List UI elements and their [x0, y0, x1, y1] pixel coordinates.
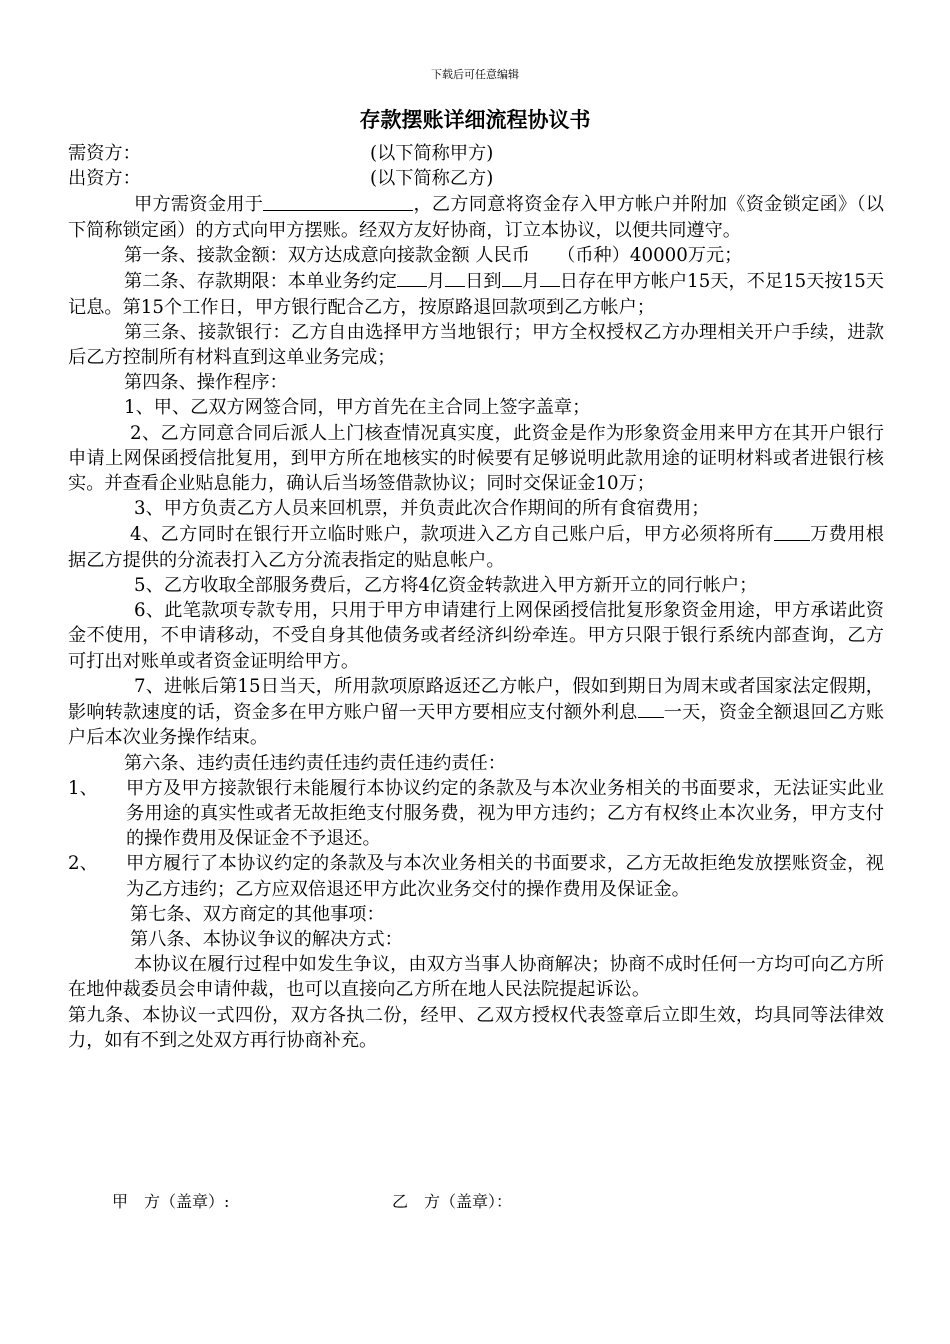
article-7: 第七条、双方商定的其他事项：	[130, 903, 385, 925]
article-2-text-c: 日到	[465, 271, 502, 293]
article-2-text-e: 日存在甲方帐户15天，不足15天按15天记息。第15个工作日，甲方银行配合乙方，按原路退回款项到乙方帐户；	[68, 271, 884, 318]
breach-item-text: 甲方履行了本协议约定的条款及与本次业务相关的书面要求，乙方无故拒绝发放摆账资金，视为乙方违约；乙方应双倍退还甲方此次业务交付的操作费用及保证金。	[126, 853, 884, 900]
step-4-text-b: 万费用根据乙方提供的分流表打入乙方分流表指定的贴息帐户。	[68, 524, 884, 571]
breach-item-number: 1、	[68, 777, 98, 799]
article-2-text-b: 月	[426, 271, 446, 293]
start-month-blank	[397, 268, 427, 287]
article-4-step-3: 3、甲方负责乙方人员来回机票，并负责此次合作期间的所有食宿费用；	[134, 498, 710, 520]
article-4-step-1: 1、甲、乙双方网签合同，甲方首先在主合同上签字盖章；	[124, 397, 591, 419]
breach-item-1	[68, 776, 884, 852]
fee-amount-blank	[774, 521, 810, 540]
intro-text-a: 甲方需资金用于	[134, 194, 264, 216]
start-day-blank	[445, 268, 465, 287]
article-2-text-d: 月	[521, 271, 540, 293]
interest-blank	[638, 699, 664, 718]
demand-party-alias: (以下简称甲方)	[370, 143, 494, 164]
step-7-text-a: 7、进帐后第15日当天，所用款项原路返还乙方帐户，假如到期日为周末或者国家法定假期，影响转款速度的话，资金多在甲方账户留一天甲方要相应支付额外利息	[68, 675, 884, 724]
article-8: 第八条、本协议争议的解决方式：	[130, 929, 403, 951]
page-title: 存款摆账详细流程协议书	[359, 107, 591, 132]
end-day-blank	[540, 268, 560, 287]
signature-row	[112, 1189, 812, 1212]
article-4-step-7	[68, 674, 884, 751]
article-1: 第一条、接款金额：双方达成意向接款金额 人民币 （币种）40000万元；	[124, 245, 743, 266]
supply-party-alias: (以下简称乙方)	[370, 168, 494, 190]
agreement-body	[68, 141, 884, 1053]
article-4-step-5: 5、乙方收取全部服务费后，乙方将4亿资金转款进入甲方新开立的同行帐户；	[134, 575, 758, 597]
supply-party-label: 出资方：	[68, 168, 141, 190]
intro-text-b: ，乙方同意将资金存入甲方帐户并附加《资金锁定函》（以下简称锁定函）的方式向甲方摆账。经双方友好协商，订立本协议，以便共同遵守。	[68, 194, 884, 241]
party-a-seal: 甲 方（盖章）:	[112, 1192, 230, 1211]
dispute-paragraph: 本协议在履行过程中如发生争议，由双方当事人协商解决；协商不成时任何一方均可向乙方所在地仲裁委员会申请仲裁，也可以直接向乙方所在地人民法院提起诉讼。	[68, 954, 884, 1001]
party-b-seal: 乙 方（盖章）：	[392, 1192, 513, 1211]
breach-item-text: 甲方及甲方接款银行未能履行本协议约定的条款及与本次业务相关的书面要求，无法证实此业务用途的真实性或者无故拒绝支付服务费，视为甲方违约；乙方有权终止本次业务，甲方支付的操作费用及保证金不予退还。	[126, 777, 884, 850]
article-4-step-2: 2、乙方同意合同后派人上门核查情况真实度，此资金是作为形象资金用来甲方在其开户银行申请上网保函授信批复用，到甲方所在地核实的时候要有足够说明此款用途的证明材料或者进银行核实。并查看企业贴息能力，确认后当场签借款协议；同时交保证金10万；	[68, 422, 884, 495]
intro-paragraph	[68, 191, 884, 243]
article-2	[68, 268, 884, 320]
step-7-text-b: 一天，资金全额退回乙方账户后本次业务操作结束。	[68, 702, 884, 749]
supply-party-line	[68, 166, 884, 191]
demand-party-label: 需资方：	[68, 143, 141, 164]
header-note: 下载后可任意编辑	[431, 68, 519, 81]
step-4-text-a: 4、乙方同时在银行开立临时账户，款项进入乙方自己账户后，甲方必须将所有	[130, 524, 774, 546]
article-3: 第三条、接款银行：乙方自由选择甲方当地银行；甲方全权授权乙方办理相关开户手续，进款后乙方控制所有材料直到这单业务完成；	[68, 321, 884, 368]
article-4-heading: 第四条、操作程序：	[124, 372, 288, 394]
article-4-step-6: 6、此笔款项专款专用，只用于甲方申请建行上网保函授信批复形象资金用途，甲方承诺此资金不使用，不申请移动，不受自身其他债务或者经济纠纷牵连。甲方只限于银行系统内部查询，乙方可打出对账单或者资金证明给甲方。	[68, 600, 884, 672]
breach-item-number: 2、	[68, 853, 98, 875]
breach-item-2	[68, 851, 884, 901]
article-4-step-4	[68, 521, 884, 573]
article-9: 第九条、本协议一式四份，双方各执二份，经甲、乙双方授权代表签章后立即生效，均具同等法律效力，如有不到之处双方再行协商补充。	[68, 1004, 884, 1051]
article-6-heading: 第六条、违约责任违约责任违约责任违约责任：	[124, 752, 506, 774]
article-2-text-a: 第二条、存款期限：本单业务约定	[124, 271, 397, 293]
purpose-blank	[263, 191, 413, 210]
end-month-blank	[502, 268, 522, 287]
demand-party-line	[68, 141, 884, 166]
